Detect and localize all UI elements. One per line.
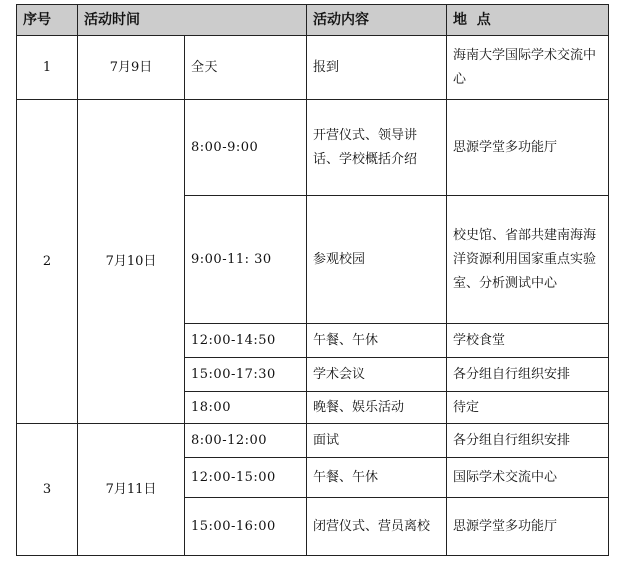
row-content: 午餐、午休 [307,458,447,498]
table-row [17,424,609,458]
row-place: 思源学堂多功能厅 [447,100,609,196]
row-no: 1 [17,36,78,100]
row-place: 待定 [447,392,609,424]
row-place: 校史馆、省部共建南海海洋资源利用国家重点实验室、分析测试中心 [447,196,609,324]
header-place: 地 点 [447,5,609,36]
row-content: 面试 [307,424,447,458]
row-place: 海南大学国际学术交流中心 [447,36,609,100]
row-date: 7月11日 [78,424,185,556]
row-time: 18:00 [185,392,307,424]
row-time: 12:00-15:00 [185,458,307,498]
row-place: 各分组自行组织安排 [447,424,609,458]
row-date: 7月10日 [78,100,185,424]
row-place: 国际学术交流中心 [447,458,609,498]
row-time: 15:00-16:00 [185,498,307,556]
row-content: 晚餐、娱乐活动 [307,392,447,424]
row-time: 12:00-14:50 [185,324,307,358]
row-content: 开营仪式、领导讲话、学校概括介绍 [307,100,447,196]
schedule-table [16,4,609,556]
row-content: 午餐、午休 [307,324,447,358]
row-time: 全天 [185,36,307,100]
row-place: 思源学堂多功能厅 [447,498,609,556]
row-time: 15:00-17:30 [185,358,307,392]
row-content: 闭营仪式、营员离校 [307,498,447,556]
table-row [17,36,609,100]
row-place: 学校食堂 [447,324,609,358]
row-content: 学术会议 [307,358,447,392]
header-row [17,5,609,36]
table-row [17,100,609,196]
row-date: 7月9日 [78,36,185,100]
row-content: 参观校园 [307,196,447,324]
row-time: 8:00-9:00 [185,100,307,196]
row-no: 2 [17,100,78,424]
header-no: 序号 [17,5,78,36]
row-time: 8:00-12:00 [185,424,307,458]
row-time: 9:00-11: 30 [185,196,307,324]
header-content: 活动内容 [307,5,447,36]
row-place: 各分组自行组织安排 [447,358,609,392]
row-no: 3 [17,424,78,556]
row-content: 报到 [307,36,447,100]
header-time: 活动时间 [78,5,307,36]
